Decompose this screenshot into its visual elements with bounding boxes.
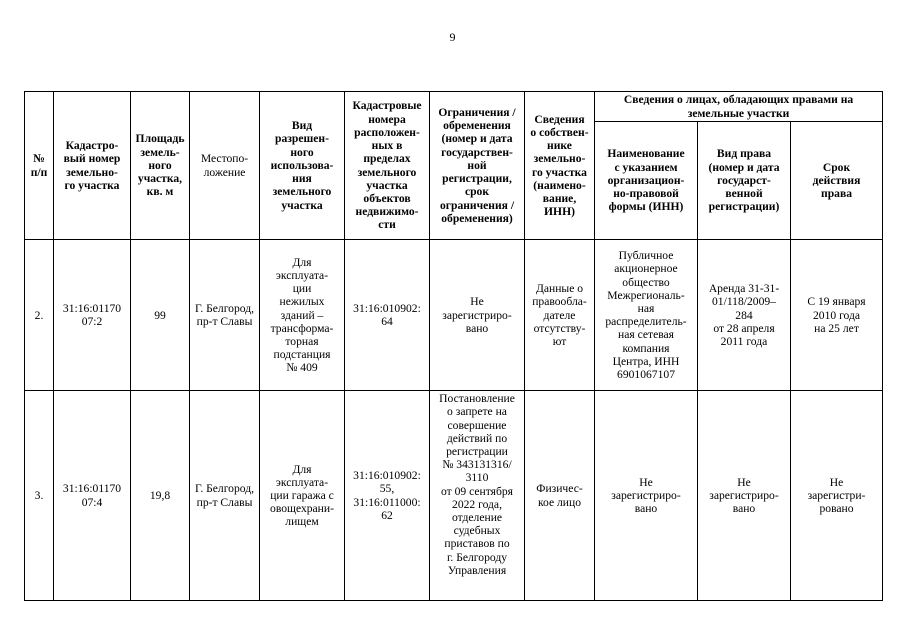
- cell-location: Г. Белгород, пр-т Славы: [190, 391, 260, 601]
- header-right-term: Срок действия права: [791, 122, 883, 240]
- cell-right-type: Аренда 31-31- 01/118/2009– 284 от 28 апреля 2011 года: [698, 240, 791, 391]
- header-location: Местопо- ложение: [190, 92, 260, 240]
- page-number: 9: [449, 30, 456, 44]
- cell-use-type: Для эксплуата- ции нежилых зданий – трансформа- торная подстанция № 409: [260, 240, 345, 391]
- land-plots-table: [24, 91, 883, 601]
- header-object-numbers: Кадастровые номера расположен- ных в пределах земельного участка объектов недвижимо- сти: [345, 92, 430, 240]
- cell-owner: Данные о правообла- дателе отсутству- ют: [525, 240, 595, 391]
- cell-location: Г. Белгород, пр-т Славы: [190, 240, 260, 391]
- cell-holder-name: Публичное акционерное общество Межрегиональ- ная распределитель- ная сетевая компания Центра, ИНН 6901067107: [595, 240, 698, 391]
- cell-right-type: Не зарегистриро- вано: [698, 391, 791, 601]
- header-use-type: Вид разрешен- ного использова- ния земельного участка: [260, 92, 345, 240]
- cell-num: 2.: [25, 240, 54, 391]
- cell-num: 3.: [25, 391, 54, 601]
- cell-cadastral-number: 31:16:01170 07:2: [54, 240, 131, 391]
- cell-restrictions: Не зарегистриро- вано: [430, 240, 525, 391]
- cell-object-numbers: 31:16:010902: 55, 31:16:011000: 62: [345, 391, 430, 601]
- cell-area: 19,8: [131, 391, 190, 601]
- table-row: [25, 240, 883, 391]
- header-holder-name: Наименование с указанием организацион- но-правовой формы (ИНН): [595, 122, 698, 240]
- header-num: № п/п: [25, 92, 54, 240]
- header-restrictions: Ограничения / обременения (номер и дата государствен- ной регистрации, срок ограничения / обременения): [430, 92, 525, 240]
- cell-object-numbers: 31:16:010902: 64: [345, 240, 430, 391]
- table-row: [25, 391, 883, 601]
- header-owner: Сведения о собствен- нике земельно- го участка (наимено- вание, ИНН): [525, 92, 595, 240]
- cell-owner: Физичес- кое лицо: [525, 391, 595, 601]
- header-rights-group: Сведения о лицах, обладающих правами на земельные участки: [595, 92, 883, 122]
- header-area: Площадь земель- ного участка, кв. м: [131, 92, 190, 240]
- cell-cadastral-number: 31:16:01170 07:4: [54, 391, 131, 601]
- cell-use-type: Для эксплуата- ции гаража с овощехрани- лищем: [260, 391, 345, 601]
- cell-right-term: С 19 января 2010 года на 25 лет: [791, 240, 883, 391]
- header-right-type: Вид права (номер и дата государст- венной регистрации): [698, 122, 791, 240]
- cell-area: 99: [131, 240, 190, 391]
- header-cadastral-number: Кадастро- вый номер земельно- го участка: [54, 92, 131, 240]
- cell-holder-name: Не зарегистриро- вано: [595, 391, 698, 601]
- cell-right-term: Не зарегистри- ровано: [791, 391, 883, 601]
- cell-restrictions: Постановление о запрете на совершение действий по регистрации № 343131316/ 3110 от 09 сентября 2022 года, отделение судебных приставов по г. Белгороду Управления: [430, 391, 525, 601]
